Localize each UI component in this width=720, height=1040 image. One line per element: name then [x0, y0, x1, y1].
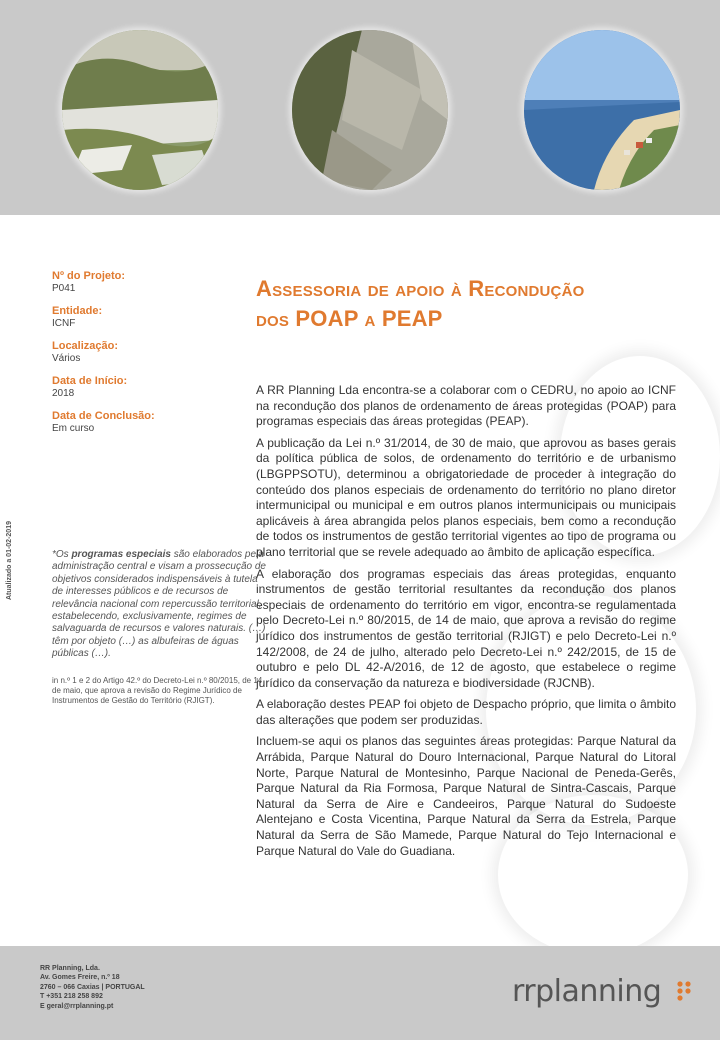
page-title	[256, 274, 706, 334]
paragraph: Incluem-se aqui os planos das seguintes áreas protegidas: Parque Natural da Arrábida, Parque Natural do Douro Internacional, Parque Natural do Litoral Norte, Parque Natural de Montesinho, Parque Nacional de Peneda-Gerês, Parque Natural da Ria Formosa, Parque Natural de Sintra-Cascais, Parque Natural da Serra de Aire e Candeeiros, Parque Natural do Sudoeste Alentejano e Costa Vicentina, Parque Natural da Serra da Estrela, Parque Natural da Serra de São Mamede, Parque Natural do Tejo Internacional e Parque Natural do Vale do Guadiana.	[256, 734, 676, 858]
project-number-label: Nº do Projeto:	[52, 270, 126, 282]
start-date-value: 2018	[52, 388, 75, 399]
project-number-value: P041	[52, 283, 76, 294]
email-address: E geral@rrplanning.pt	[40, 1002, 114, 1010]
note-text: são elaborados pela administração central e visam a prossecução de objetivos considerados indispensáveis à tutela de interesses públicos e de recursos de relevância nacional com repercussão territorial, estabelecendo, exclusivamente, regimes de salvaguarda de recursos e valores naturais. (…) têm por objeto (…) as albufeiras de águas públicas (…).	[52, 549, 266, 660]
location-label: Localização:	[52, 340, 119, 352]
special-programs-note	[52, 549, 266, 661]
end-date-label: Data de Conclusão:	[52, 410, 155, 422]
start-date-group	[52, 375, 232, 400]
rrplanning-logo: rrplanning	[512, 974, 662, 1009]
location-value: Vários	[52, 353, 81, 364]
landscape-photo	[62, 30, 218, 190]
phone-number: T +351 218 258 892	[40, 993, 103, 1001]
header-band	[0, 0, 720, 215]
title-line-1: Assessoria de apoio à Recondução	[256, 276, 585, 301]
note-bold-term: programas especiais	[71, 549, 171, 560]
company-name: RR Planning, Lda.	[40, 965, 100, 972]
note-lead: *Os	[52, 549, 72, 560]
updated-stamp: Atualizado a 01-02-2019	[6, 521, 13, 600]
entity-value: ICNF	[52, 318, 76, 329]
location-group	[52, 340, 232, 365]
coast-aerial-photo	[524, 30, 680, 190]
title-line-2: dos POAP a PEAP	[256, 306, 443, 331]
end-date-value: Em curso	[52, 423, 95, 434]
street-address: Av. Gomes Freire, n.º 18	[40, 974, 120, 982]
entity-label: Entidade:	[52, 305, 103, 317]
paragraph: A elaboração destes PEAP foi objeto de Despacho próprio, que limita o âmbito das alterações que podem ser produzidas.	[256, 697, 676, 727]
project-description	[256, 383, 676, 865]
project-number-group	[52, 270, 232, 295]
company-address	[40, 964, 145, 1011]
legal-reference: in n.º 1 e 2 do Artigo 42.º do Decreto-Lei n.º 80/2015, de 14 de maio, que aprova a revisão do Regime Jurídico de Instrumentos de Gestão do Território (RJIGT).	[52, 676, 263, 705]
paragraph: A publicação da Lei n.º 31/2014, de 30 de maio, que aprovou as bases gerais da política pública de solos, de ordenamento do território e de urbanismo (LBGPPSOTU), determinou a obrigatoriedade de proceder à integração do conteúdo dos planos especiais de ordenamento do território no plano diretor intermunicipal ou municipal e em outros planos intermunicipais ou municipais aplicáveis à área abrangida pelos planos especiais, bem como a recondução de todos os instrumentos de gestão territorial vigentes ao tipo de programa ou plano territorial que se revele adequado ao âmbito de aplicação específica.	[256, 435, 676, 559]
entity-group	[52, 305, 232, 330]
paragraph: A elaboração dos programas especiais das áreas protegidas, enquanto instrumentos de gestão territorial resultantes da recondução dos planos especiais de ordenamento do território em vigor, encontra-se regulamentada pelo Decreto-Lei n.º 80/2015, de 14 de maio, que aprova a revisão do regime jurídico dos instrumentos de gestão territorial (RJIGT) e pelo Decreto-Lei n.º 142/2008, de 24 de julho, alterado pelo Decreto-Lei n.º 242/2015, de 15 de outubro e pelo DL 42-A/2016, de 12 de agosto, que estabelece o regime jurídico da conservação da natureza e biodiversidade (RJCNB).	[256, 566, 676, 690]
project-metadata	[52, 270, 232, 445]
start-date-label: Data de Início:	[52, 375, 128, 387]
end-date-group	[52, 410, 232, 435]
rock-hillside-photo	[292, 30, 448, 190]
paragraph: A RR Planning Lda encontra-se a colaborar com o CEDRU, no apoio ao ICNF na recondução dos planos de ordenamento de áreas protegidas (POAP) para programas especiais das áreas protegidas (PEAP).	[256, 383, 676, 429]
logo-dots-icon	[676, 980, 694, 1002]
footer	[0, 946, 720, 1040]
city-address: 2760 – 066 Caxias | PORTUGAL	[40, 983, 145, 991]
